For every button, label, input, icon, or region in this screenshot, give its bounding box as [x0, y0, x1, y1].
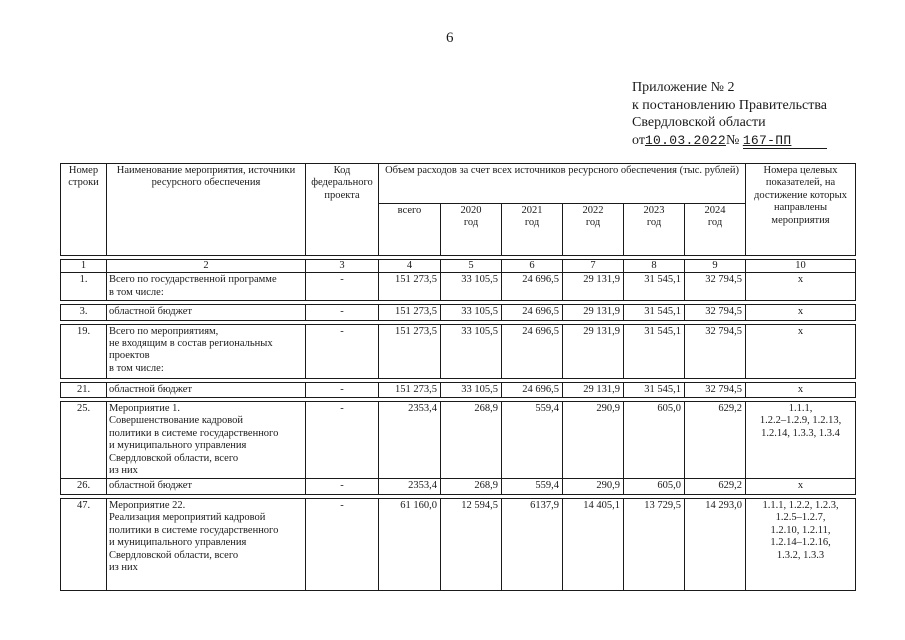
- appendix-title: Приложение № 2: [632, 80, 735, 95]
- appendix-region: Свердловской области: [632, 115, 766, 130]
- row-targets-cell: х: [746, 382, 856, 397]
- row-2023-cell: 605,0: [624, 479, 685, 494]
- header-name: Наименование мероприятия, источники ресурсного обеспечения: [107, 164, 306, 256]
- column-number-row: [61, 260, 856, 273]
- row-code-cell: -: [306, 498, 379, 590]
- column-number: 4: [379, 260, 441, 273]
- table-row: [61, 305, 856, 320]
- row-total-cell: 151 273,5: [379, 273, 441, 301]
- row-2020-cell: 33 105,5: [441, 324, 502, 378]
- row-2023-cell: 31 545,1: [624, 382, 685, 397]
- row-2023-cell: 31 545,1: [624, 305, 685, 320]
- row-2023-cell: 605,0: [624, 402, 685, 479]
- row-total-cell: 151 273,5: [379, 382, 441, 397]
- row-name-cell: областной бюджет: [107, 305, 306, 320]
- row-2020-cell: 12 594,5: [441, 498, 502, 590]
- row-2021-cell: 24 696,5: [502, 273, 563, 301]
- row-code-cell: -: [306, 382, 379, 397]
- row-code-cell: -: [306, 324, 379, 378]
- row-targets-cell: х: [746, 324, 856, 378]
- row-name-cell: областной бюджет: [107, 479, 306, 494]
- row-2020-cell: 33 105,5: [441, 382, 502, 397]
- row-2022-cell: 29 131,9: [563, 305, 624, 320]
- header-row-number: Номер строки: [61, 164, 107, 256]
- row-2023-cell: 31 545,1: [624, 273, 685, 301]
- row-name-cell: областной бюджет: [107, 382, 306, 397]
- row-2022-cell: 29 131,9: [563, 382, 624, 397]
- appendix-header: [632, 79, 892, 149]
- row-2021-cell: 24 696,5: [502, 305, 563, 320]
- row-2020-cell: 268,9: [441, 402, 502, 479]
- column-number: 3: [306, 260, 379, 273]
- column-number: 8: [624, 260, 685, 273]
- row-2020-cell: 33 105,5: [441, 273, 502, 301]
- row-total-cell: 61 160,0: [379, 498, 441, 590]
- row-total-cell: 2353,4: [379, 402, 441, 479]
- row-name-cell: Мероприятие 1. Совершенствование кадровой политики в системе государственного и муниципального управления Свердловской области, всего из них: [107, 402, 306, 479]
- row-2024-cell: 32 794,5: [685, 305, 746, 320]
- number-label: №: [725, 132, 740, 148]
- table-row: [61, 402, 856, 479]
- table-row: [61, 498, 856, 590]
- column-number: 1: [61, 260, 107, 273]
- header-2022: 2022 год: [563, 204, 624, 256]
- header-row-top: [61, 164, 856, 204]
- row-total-cell: 151 273,5: [379, 324, 441, 378]
- column-number: 10: [746, 260, 856, 273]
- row-number-cell: 21.: [61, 382, 107, 397]
- header-federal-code: Код федерального проекта: [306, 164, 379, 256]
- header-total: всего: [379, 204, 441, 256]
- column-number: 9: [685, 260, 746, 273]
- row-targets-cell: 1.1.1, 1.2.2, 1.2.3, 1.2.5–1.2.7, 1.2.10, 1.2.11, 1.2.14–1.2.16, 1.3.2, 1.3.3: [746, 498, 856, 590]
- row-code-cell: -: [306, 273, 379, 301]
- row-number-cell: 3.: [61, 305, 107, 320]
- row-2024-cell: 32 794,5: [685, 382, 746, 397]
- row-number-cell: 47.: [61, 498, 107, 590]
- row-2022-cell: 290,9: [563, 402, 624, 479]
- row-2024-cell: 14 293,0: [685, 498, 746, 590]
- row-2023-cell: 13 729,5: [624, 498, 685, 590]
- row-2020-cell: 268,9: [441, 479, 502, 494]
- header-expenses: Объем расходов за счет всех источников ресурсного обеспечения (тыс. рублей): [379, 164, 746, 204]
- row-2022-cell: 290,9: [563, 479, 624, 494]
- row-2020-cell: 33 105,5: [441, 305, 502, 320]
- budget-table: [60, 163, 856, 591]
- header-2021: 2021 год: [502, 204, 563, 256]
- table-row: [61, 273, 856, 301]
- header-2023: 2023 год: [624, 204, 685, 256]
- table-row: [61, 479, 856, 494]
- column-number: 2: [107, 260, 306, 273]
- row-2024-cell: 629,2: [685, 402, 746, 479]
- table-row: [61, 382, 856, 397]
- row-number-cell: 19.: [61, 324, 107, 378]
- column-number: 6: [502, 260, 563, 273]
- header-2020: 2020 год: [441, 204, 502, 256]
- row-number-cell: 1.: [61, 273, 107, 301]
- row-name-cell: Мероприятие 22. Реализация мероприятий кадровой политики в системе государственного и муниципального управления Свердловской области, всего из них: [107, 498, 306, 590]
- row-code-cell: -: [306, 305, 379, 320]
- appendix-resolution: к постановлению Правительства: [632, 97, 828, 113]
- row-2022-cell: 14 405,1: [563, 498, 624, 590]
- header-2024: 2024 год: [685, 204, 746, 256]
- row-name-cell: Всего по государственной программе в том числе:: [107, 273, 306, 301]
- row-2021-cell: 24 696,5: [502, 382, 563, 397]
- row-number-cell: 26.: [61, 479, 107, 494]
- row-2024-cell: 32 794,5: [685, 273, 746, 301]
- page-number: 6: [446, 30, 454, 46]
- from-label: от: [632, 132, 645, 148]
- column-number: 7: [563, 260, 624, 273]
- row-targets-cell: х: [746, 479, 856, 494]
- row-targets-cell: х: [746, 305, 856, 320]
- row-code-cell: -: [306, 479, 379, 494]
- row-targets-cell: х: [746, 273, 856, 301]
- row-code-cell: -: [306, 402, 379, 479]
- row-2021-cell: 559,4: [502, 479, 563, 494]
- row-targets-cell: 1.1.1, 1.2.2–1.2.9, 1.2.13, 1.2.14, 1.3.3, 1.3.4: [746, 402, 856, 479]
- table-row: [61, 324, 856, 378]
- row-2023-cell: 31 545,1: [624, 324, 685, 378]
- row-total-cell: 2353,4: [379, 479, 441, 494]
- row-name-cell: Всего по мероприятиям, не входящим в состав региональных проектов в том числе:: [107, 324, 306, 378]
- row-total-cell: 151 273,5: [379, 305, 441, 320]
- column-number: 5: [441, 260, 502, 273]
- document-date: 10.03.2022: [644, 132, 726, 148]
- row-2022-cell: 29 131,9: [563, 324, 624, 378]
- row-2021-cell: 6137,9: [502, 498, 563, 590]
- row-number-cell: 25.: [61, 402, 107, 479]
- row-2024-cell: 32 794,5: [685, 324, 746, 378]
- row-2021-cell: 24 696,5: [502, 324, 563, 378]
- header-targets: Номера целевых показателей, на достижение которых направлены мероприятия: [746, 164, 856, 256]
- row-2024-cell: 629,2: [685, 479, 746, 494]
- row-2022-cell: 29 131,9: [563, 273, 624, 301]
- document-number: 167-ПП: [742, 132, 792, 148]
- appendix-doc-line: [632, 132, 892, 150]
- row-2021-cell: 559,4: [502, 402, 563, 479]
